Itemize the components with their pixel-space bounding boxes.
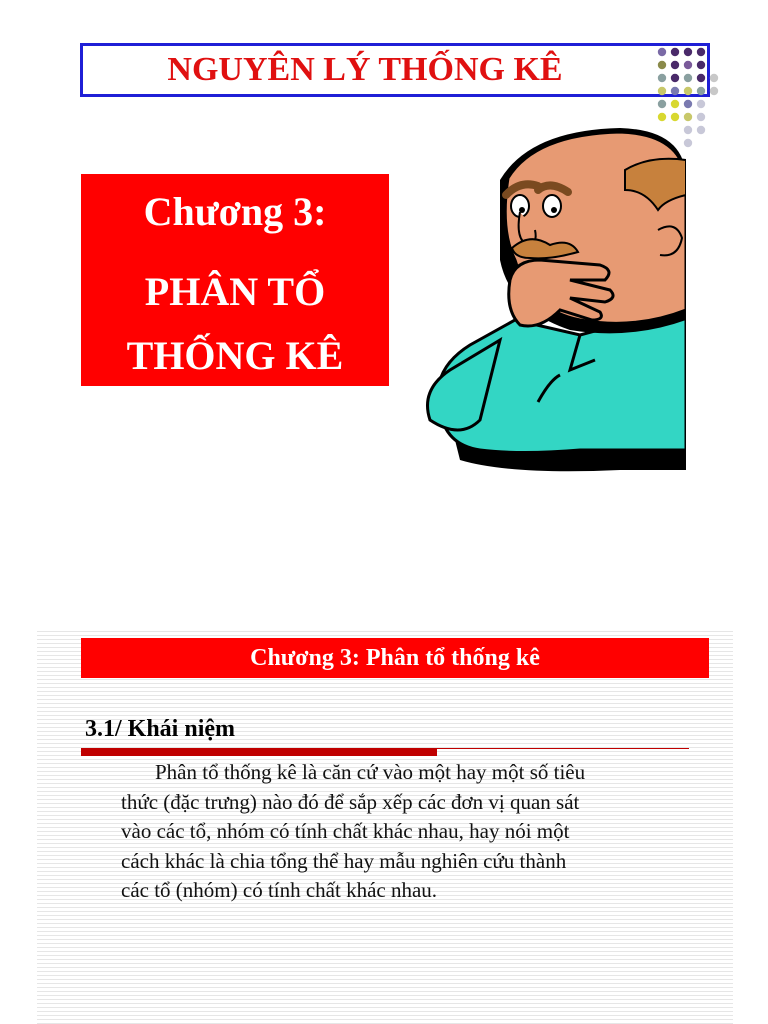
chapter-label: Chương 3:	[143, 189, 327, 234]
body-line: thức (đặc trưng) nào đó để sắp xếp các đơn vị quan sát	[121, 789, 580, 814]
body-paragraph	[121, 758, 691, 906]
slide-heading-bar	[81, 638, 709, 678]
thinking-man-illustration	[420, 120, 686, 480]
presentation-title: NGUYÊN LÝ THỐNG KÊ	[167, 51, 563, 88]
body-line: các tổ (nhóm) có tính chất khác nhau.	[121, 878, 438, 902]
section-underline-thin	[437, 748, 689, 749]
section-underline	[81, 748, 437, 756]
title-box	[80, 43, 710, 97]
body-line: Phân tổ thống kê là căn cứ vào một hay một số tiêu	[155, 760, 586, 784]
body-line: vào các tổ, nhóm có tính chất khác nhau, hay nói một	[121, 819, 570, 843]
section-title: 3.1/ Khái niệm	[85, 716, 236, 742]
chapter-title-box	[81, 174, 389, 386]
chapter-title-line-1: PHÂN TỔ	[144, 269, 326, 314]
slide-heading: Chương 3: Phân tổ thống kê	[250, 644, 540, 671]
body-line: cách khác là chia tổng thể hay mẫu nghiên cứu thành	[121, 848, 567, 873]
slide-2	[37, 628, 733, 1024]
chapter-title-line-2: THỐNG KÊ	[126, 333, 344, 378]
